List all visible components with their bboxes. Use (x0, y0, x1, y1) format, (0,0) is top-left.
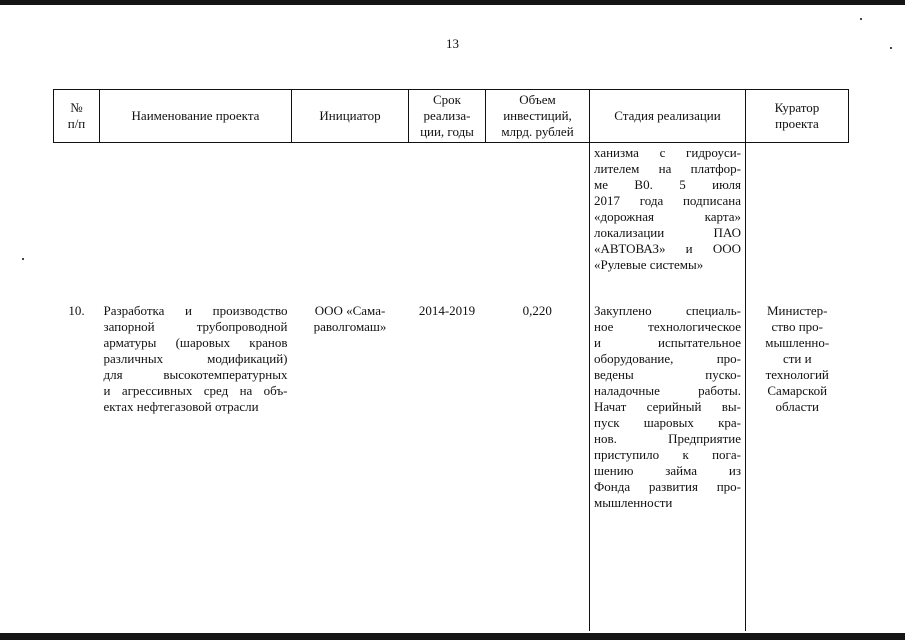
bottom-scan-border (0, 633, 905, 640)
header-stage: Стадия реализации (590, 90, 746, 143)
projects-table (53, 89, 849, 631)
top-scan-border (0, 0, 905, 5)
row-num: 10. (68, 303, 85, 318)
row-project-name: Разработка и производство запорной трубопроводной арматуры (шаровых кранов различных модификаций) для высокотемпературных и агрессивных сред на объ- ектах нефтегазовой отрасли (103, 303, 288, 414)
scan-speck (860, 18, 862, 20)
header-curator: Куратор проекта (746, 90, 849, 143)
continuation-row (54, 143, 849, 304)
header-volume: Объем инвестиций, млрд. рублей (486, 90, 590, 143)
page-number: 13 (446, 36, 459, 51)
row-term: 2014-2019 (418, 303, 476, 318)
header-project-name: Наименование проекта (100, 90, 292, 143)
header-initiator: Инициатор (292, 90, 409, 143)
table-row (54, 303, 849, 631)
table-header-row (54, 90, 849, 143)
row-stage: Закуплено специаль- ное технологическое и испытательное оборудование, про- ведены пуско- наладочные работы. Начат серийный вы- пуск шаровых кра- нов. Предприятие приступило к пога- шению займа из Фонда развития про- мышленности (590, 303, 746, 631)
row-volume: 0,220 (522, 303, 552, 318)
header-term: Срок реализа- ции, годы (409, 90, 486, 143)
row-initiator: ООО «Сама- раволгомаш» (313, 303, 387, 334)
scan-speck (22, 258, 24, 260)
continuation-stage-cell: ханизма с гидроуси- лителем на платфор- ме В0. 5 июля 2017 года подписана «дорожная карта» локализации ПАО «АВТОВАЗ» и ООО «Рулевые системы» (590, 143, 746, 304)
row-curator: Министер- ство про- мышленно- сти и технологий Самарской области (765, 303, 830, 414)
header-num: № п/п (54, 90, 100, 143)
